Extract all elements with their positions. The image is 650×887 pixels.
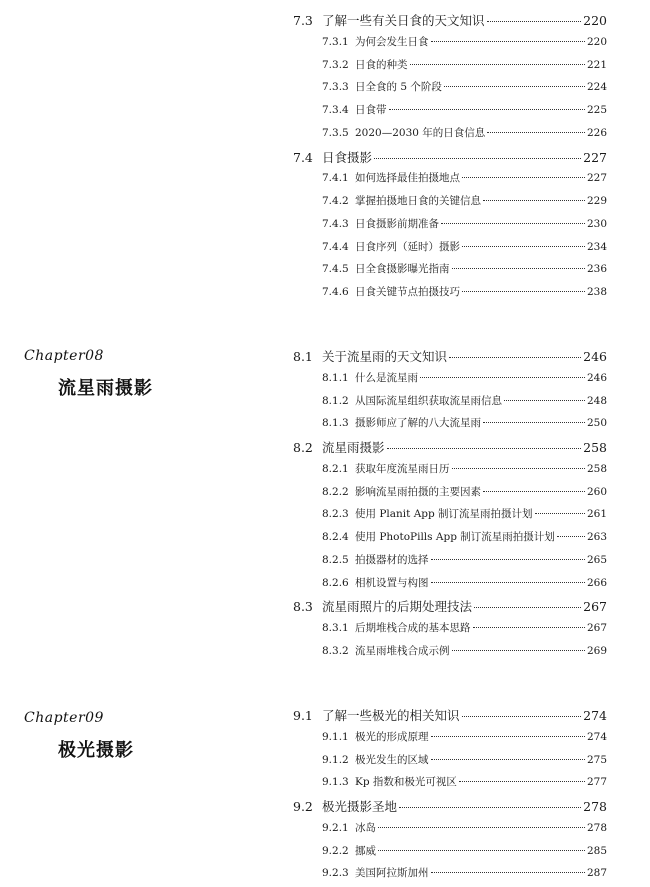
entry-number: 7.3 (293, 13, 313, 28)
entry-number: 9.1.3 (322, 776, 349, 789)
chapter-8-heading (24, 348, 153, 400)
chapter-8-title: 流星雨摄影 (58, 378, 153, 399)
toc-subsection-entry (293, 729, 607, 744)
toc-subsection-entry (293, 752, 607, 767)
entry-title: 挪威 (355, 844, 376, 857)
dot-leader (431, 872, 585, 873)
dot-leader (378, 827, 585, 828)
page-number: 278 (583, 799, 607, 814)
page-number: 224 (586, 81, 607, 94)
entry-title: 极光摄影圣地 (322, 799, 398, 814)
entry-number: 8.2.1 (322, 462, 349, 475)
entry-title: 掌握拍摄地日食的关键信息 (355, 195, 481, 207)
entry-title: 美国阿拉斯加州 (355, 867, 429, 880)
chapter-8-tag: Chapter08 (24, 348, 104, 364)
entry-title: 极光发生的区域 (355, 753, 429, 766)
page-number: 261 (586, 508, 607, 521)
entry-number: 7.4.4 (322, 240, 349, 253)
entry-title: 什么是流星雨 (355, 371, 418, 384)
entry-title: 日食摄影 (322, 149, 373, 165)
page-number: 246 (586, 371, 607, 384)
entry-title: 相机设置与构图 (355, 576, 429, 589)
entry-title: Kp 指数和极光可视区 (355, 776, 457, 789)
dot-leader (483, 422, 585, 423)
dot-leader (483, 200, 585, 201)
entry-title: 获取年度流星雨日历 (355, 462, 450, 475)
entry-number: 8.2.3 (322, 508, 349, 521)
dot-leader (462, 716, 582, 717)
entry-number: 8.1.2 (322, 394, 349, 407)
entry-title: 后期堆栈合成的基本思路 (355, 622, 471, 634)
page-number: 246 (583, 349, 607, 364)
entry-title: 使用 Planit App 制订流星雨拍摄计划 (355, 508, 533, 521)
dot-leader (459, 781, 585, 782)
dot-leader (452, 650, 585, 651)
toc-subsection-entry (293, 57, 607, 72)
entry-number: 8.2 (293, 440, 313, 455)
page-number: 234 (586, 240, 607, 253)
toc-subsection-entry (293, 461, 607, 476)
toc-subsection-entry (293, 193, 607, 208)
entry-number: 9.1.1 (322, 730, 349, 743)
entry-number: 7.4.6 (322, 286, 349, 298)
entry-title: 日食序列（延时）摄影 (355, 240, 460, 253)
toc-subsection-entry (293, 34, 607, 49)
entry-title: 了解一些有关日食的天文知识 (322, 13, 485, 28)
entry-number: 9.2.1 (322, 821, 349, 834)
toc-subsection-entry (293, 415, 607, 430)
dot-leader (420, 377, 585, 378)
page-number: 238 (586, 286, 607, 298)
entry-title: 日食的种类 (355, 58, 408, 71)
entry-title: 流星雨照片的后期处理技法 (322, 599, 473, 615)
toc-subsection-entry (293, 620, 607, 635)
entry-title: 从国际流星组织获取流星雨信息 (355, 394, 502, 407)
entry-number: 9.2.3 (322, 867, 349, 880)
dot-leader (452, 268, 585, 269)
dot-leader (389, 109, 585, 110)
dot-leader (378, 850, 585, 851)
page-number: 267 (583, 599, 607, 615)
entry-title: 流星雨堆栈合成示例 (355, 644, 450, 657)
entry-title: 关于流星雨的天文知识 (322, 349, 448, 364)
dot-leader (444, 86, 585, 87)
toc-subsection-entry (293, 865, 607, 880)
page-number: 267 (586, 622, 607, 634)
entry-title: 使用 PhotoPills App 制订流星雨拍摄计划 (355, 531, 555, 543)
entry-number: 7.4.5 (322, 263, 349, 276)
entry-title: 流星雨摄影 (322, 440, 385, 455)
toc-subsection-entry (293, 216, 607, 231)
toc-subsection-entry (293, 843, 607, 858)
entry-title: 如何选择最佳拍摄地点 (355, 172, 460, 185)
page-number: 220 (583, 13, 607, 28)
dot-leader (487, 132, 585, 133)
page-number: 275 (586, 753, 607, 766)
page-number: 274 (586, 730, 607, 743)
entry-number: 7.4.1 (322, 172, 349, 185)
page-number: 258 (586, 462, 607, 475)
dot-leader (431, 582, 585, 583)
chapter-9-heading (24, 710, 134, 762)
dot-leader (431, 559, 585, 560)
toc-subsection-entry (293, 170, 607, 185)
page-number: 263 (586, 531, 607, 543)
page-number: 258 (583, 440, 607, 455)
toc-subsection-entry (293, 125, 607, 140)
entry-title: 日全食的 5 个阶段 (355, 81, 442, 94)
entry-number: 8.1 (293, 349, 313, 364)
dot-leader (387, 448, 582, 449)
page-number: 221 (586, 58, 607, 71)
dot-leader (462, 291, 585, 292)
toc-subsection-entry (293, 506, 607, 521)
page-number: 236 (586, 263, 607, 276)
entry-number: 9.2 (293, 799, 313, 814)
entry-number: 7.3.4 (322, 104, 349, 116)
page-number: 269 (586, 644, 607, 657)
chapter-9-tag: Chapter09 (24, 710, 104, 726)
chapter-9-title: 极光摄影 (58, 740, 134, 761)
page-number: 285 (586, 844, 607, 857)
page-number: 250 (586, 417, 607, 430)
entry-number: 7.4 (293, 149, 313, 165)
entry-number: 7.4.3 (322, 217, 349, 230)
toc-section-entry (293, 597, 607, 615)
entry-number: 8.3 (293, 599, 313, 615)
entry-number: 7.3.3 (322, 81, 349, 94)
toc-subsection-entry (293, 261, 607, 276)
entry-number: 8.1.1 (322, 371, 349, 384)
entry-number: 9.1.2 (322, 753, 349, 766)
entry-number: 8.2.6 (322, 576, 349, 589)
page-number: 225 (586, 104, 607, 116)
page-number: 260 (586, 485, 607, 498)
page-number: 266 (586, 576, 607, 589)
dot-leader (441, 223, 585, 224)
entry-title: 日食关键节点拍摄技巧 (355, 286, 460, 298)
toc-subsection-entry (293, 284, 607, 299)
entry-number: 8.2.4 (322, 531, 349, 543)
dot-leader (473, 627, 585, 628)
page-number: 227 (583, 149, 607, 165)
page-number: 230 (586, 217, 607, 230)
dot-leader (449, 357, 581, 358)
dot-leader (474, 607, 581, 608)
page-number: 220 (586, 35, 607, 48)
toc-section-entry (293, 148, 607, 166)
dot-leader (487, 21, 582, 22)
page-number: 229 (586, 195, 607, 207)
dot-leader (462, 177, 585, 178)
entry-title: 了解一些极光的相关知识 (322, 708, 460, 723)
entry-title: 冰岛 (355, 821, 376, 834)
toc-section-entry (293, 11, 607, 29)
entry-title: 日食摄影前期准备 (355, 217, 439, 230)
entry-title: 摄影师应了解的八大流星雨 (355, 417, 481, 430)
entry-number: 7.3.2 (322, 58, 349, 71)
entry-number: 8.3.2 (322, 644, 349, 657)
toc-subsection-entry (293, 484, 607, 499)
entry-number: 9.2.2 (322, 844, 349, 857)
dot-leader (504, 400, 585, 401)
toc-subsection-entry (293, 643, 607, 658)
toc-subsection-entry (293, 820, 607, 835)
dot-leader (535, 513, 585, 514)
dot-leader (374, 158, 581, 159)
toc-subsection-entry (293, 370, 607, 385)
page-number: 274 (583, 708, 607, 723)
entry-title: 日全食摄影曝光指南 (355, 263, 450, 276)
dot-leader (452, 468, 585, 469)
entry-number: 8.2.2 (322, 485, 349, 498)
entry-number: 9.1 (293, 708, 313, 723)
toc-subsection-entry (293, 529, 607, 544)
page-number: 278 (586, 821, 607, 834)
toc-section-entry (293, 347, 607, 365)
entry-number: 8.3.1 (322, 622, 349, 634)
toc-section-entry (293, 797, 607, 815)
toc-subsection-entry (293, 79, 607, 94)
entry-number: 7.4.2 (322, 195, 349, 207)
page-number: 248 (586, 394, 607, 407)
entry-title: 影响流星雨拍摄的主要因素 (355, 485, 481, 498)
dot-leader (431, 759, 585, 760)
dot-leader (399, 807, 581, 808)
entry-title: 极光的形成原理 (355, 730, 429, 743)
page-number: 226 (586, 126, 607, 139)
entry-number: 7.3.1 (322, 35, 349, 48)
entry-title: 2020—2030 年的日食信息 (355, 126, 486, 139)
entry-title: 拍摄器材的选择 (355, 553, 429, 566)
page-number: 227 (586, 172, 607, 185)
page-number: 277 (586, 776, 607, 789)
toc-section-entry (293, 438, 607, 456)
entry-number: 8.1.3 (322, 417, 349, 430)
toc-section-entry (293, 706, 607, 724)
page-number: 265 (586, 553, 607, 566)
entry-number: 7.3.5 (322, 126, 349, 139)
dot-leader (557, 536, 585, 537)
entry-title: 为何会发生日食 (355, 35, 429, 48)
toc-subsection-entry (293, 393, 607, 408)
entry-number: 8.2.5 (322, 553, 349, 566)
dot-leader (431, 736, 585, 737)
toc-subsection-entry (293, 774, 607, 789)
dot-leader (431, 41, 585, 42)
toc-subsection-entry (293, 102, 607, 117)
toc-subsection-entry (293, 239, 607, 254)
page-number: 287 (586, 867, 607, 880)
dot-leader (462, 246, 585, 247)
dot-leader (483, 491, 585, 492)
toc-subsection-entry (293, 552, 607, 567)
dot-leader (410, 64, 585, 65)
entry-title: 日食带 (355, 104, 387, 116)
toc-subsection-entry (293, 575, 607, 590)
